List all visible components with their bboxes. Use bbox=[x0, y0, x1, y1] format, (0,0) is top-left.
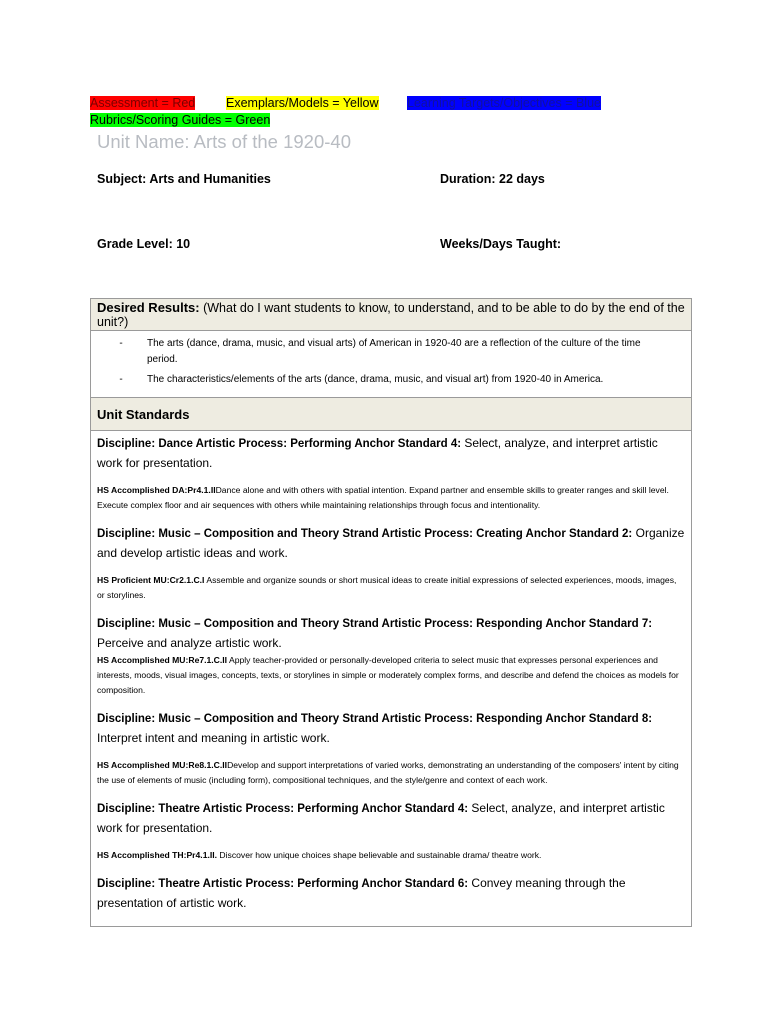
standard-detail bbox=[97, 573, 685, 603]
standard-code: HS Accomplished DA:Pr4.1.II bbox=[97, 485, 216, 495]
discipline-text: Select, analyze, and interpret artistic work for presentation. bbox=[97, 436, 658, 470]
discipline-text: Organize and develop artistic ideas and work. bbox=[97, 526, 685, 560]
legend-rubrics bbox=[90, 112, 270, 128]
desired-results-list bbox=[91, 331, 691, 398]
standard-detail bbox=[97, 848, 685, 863]
standard-code: HS Accomplished TH:Pr4.1.II. bbox=[97, 850, 218, 860]
standard-detail bbox=[97, 758, 685, 788]
bullet-dash: - bbox=[119, 374, 123, 385]
standard-detail-text: Apply teacher-provided or personally-developed criteria to select music that expresses personal experiences and interests, moods, visual images, concepts, texts, or storylines in simple or moderately complex forms, and describe and defend the choices as models for composition. bbox=[97, 655, 679, 695]
standard-detail-text: Dance alone and with others with spatial intention. Expand partner and ensemble skills to greater ranges and skill level. Execute complex floor and air sequences with others while maintaining relationships through focus and intentionality. bbox=[97, 485, 669, 510]
bullet-text: The characteristics/elements of the arts (dance, drama, music, and visual art) from 1920-40 in America. bbox=[147, 374, 604, 385]
discipline-label: Discipline: Theatre Artistic Process: Performing Anchor Standard 6: bbox=[97, 878, 469, 890]
unit-standards-header bbox=[91, 398, 691, 431]
unit-title: Unit Name: Arts of the 1920-40 bbox=[97, 131, 351, 152]
standard-code: HS Accomplished MU:Re8.1.C.II bbox=[97, 760, 228, 770]
discipline-text: Perceive and analyze artistic work. bbox=[97, 636, 282, 650]
legend-assessment bbox=[90, 95, 195, 111]
standard-discipline bbox=[97, 874, 685, 913]
discipline-label: Discipline: Dance Artistic Process: Performing Anchor Standard 4: bbox=[97, 438, 462, 450]
standard-discipline bbox=[97, 524, 685, 563]
standards-list bbox=[91, 431, 691, 913]
standard-discipline bbox=[97, 434, 685, 473]
discipline-label: Discipline: Music – Composition and Theory Strand Artistic Process: Responding Anchor Standard 7: bbox=[97, 618, 653, 630]
desired-results-heading: Desired Results: bbox=[97, 300, 200, 315]
standard-discipline bbox=[97, 709, 685, 748]
standard-detail-text: Develop and support interpretations of varied works, demonstrating an understanding of the composers' intent by citing the use of elements of music (including form), compositional techniques, and the style/genre and context of each work. bbox=[97, 760, 679, 785]
legend-exemplars-label: Exemplars/Models = Yellow bbox=[226, 96, 379, 110]
standard-code: HS Proficient MU:Cr2.1.C.I bbox=[97, 575, 205, 585]
discipline-text: Select, analyze, and interpret artistic work for presentation. bbox=[97, 801, 665, 835]
desired-results-header bbox=[91, 299, 691, 331]
standard-discipline bbox=[97, 614, 685, 653]
legend-exemplars bbox=[226, 95, 379, 111]
standard-detail bbox=[97, 483, 685, 513]
desired-results-question: (What do I want students to know, to understand, and to be able to do by the end of the unit?) bbox=[97, 301, 685, 329]
standard-code: HS Accomplished MU:Re7.1.C.II bbox=[97, 655, 228, 665]
discipline-label: Discipline: Music – Composition and Theory Strand Artistic Process: Responding Anchor Standard 8: bbox=[97, 713, 653, 725]
unit-standards-heading: Unit Standards bbox=[97, 406, 190, 422]
standard-detail-text: Discover how unique choices shape believable and sustainable drama/ theatre work. bbox=[217, 850, 542, 860]
duration-field: Duration: 22 days bbox=[440, 172, 545, 186]
standard-discipline bbox=[97, 799, 685, 838]
unit-plan-table bbox=[90, 298, 692, 927]
discipline-label: Discipline: Theatre Artistic Process: Performing Anchor Standard 4: bbox=[97, 803, 469, 815]
list-item bbox=[91, 372, 691, 388]
legend-learning-targets-label: Learning Targets/Objectives = Blue bbox=[407, 96, 601, 110]
legend-rubrics-label: Rubrics/Scoring Guides = Green bbox=[90, 113, 271, 127]
list-item bbox=[91, 336, 691, 368]
bullet-text: The arts (dance, drama, music, and visual arts) of American in 1920-40 are a reflection of the culture of the time period. bbox=[147, 338, 641, 365]
grade-level-field: Grade Level: 10 bbox=[97, 237, 191, 251]
discipline-text: Interpret intent and meaning in artistic work. bbox=[97, 731, 330, 745]
weeks-taught-field: Weeks/Days Taught: bbox=[440, 237, 562, 251]
legend-assessment-label: Assessment = Red bbox=[90, 96, 196, 110]
legend-learning-targets bbox=[407, 95, 601, 111]
discipline-label: Discipline: Music – Composition and Theory Strand Artistic Process: Creating Anchor Standard 2: bbox=[97, 528, 633, 540]
subject-field: Subject: Arts and Humanities bbox=[97, 172, 271, 186]
bullet-dash: - bbox=[119, 338, 123, 349]
standard-detail-text: Assemble and organize sounds or short musical ideas to create initial expressions of selected experiences, moods, images, or storylines. bbox=[97, 575, 677, 600]
discipline-text: Convey meaning through the presentation of artistic work. bbox=[97, 876, 626, 910]
standard-detail bbox=[97, 653, 685, 698]
